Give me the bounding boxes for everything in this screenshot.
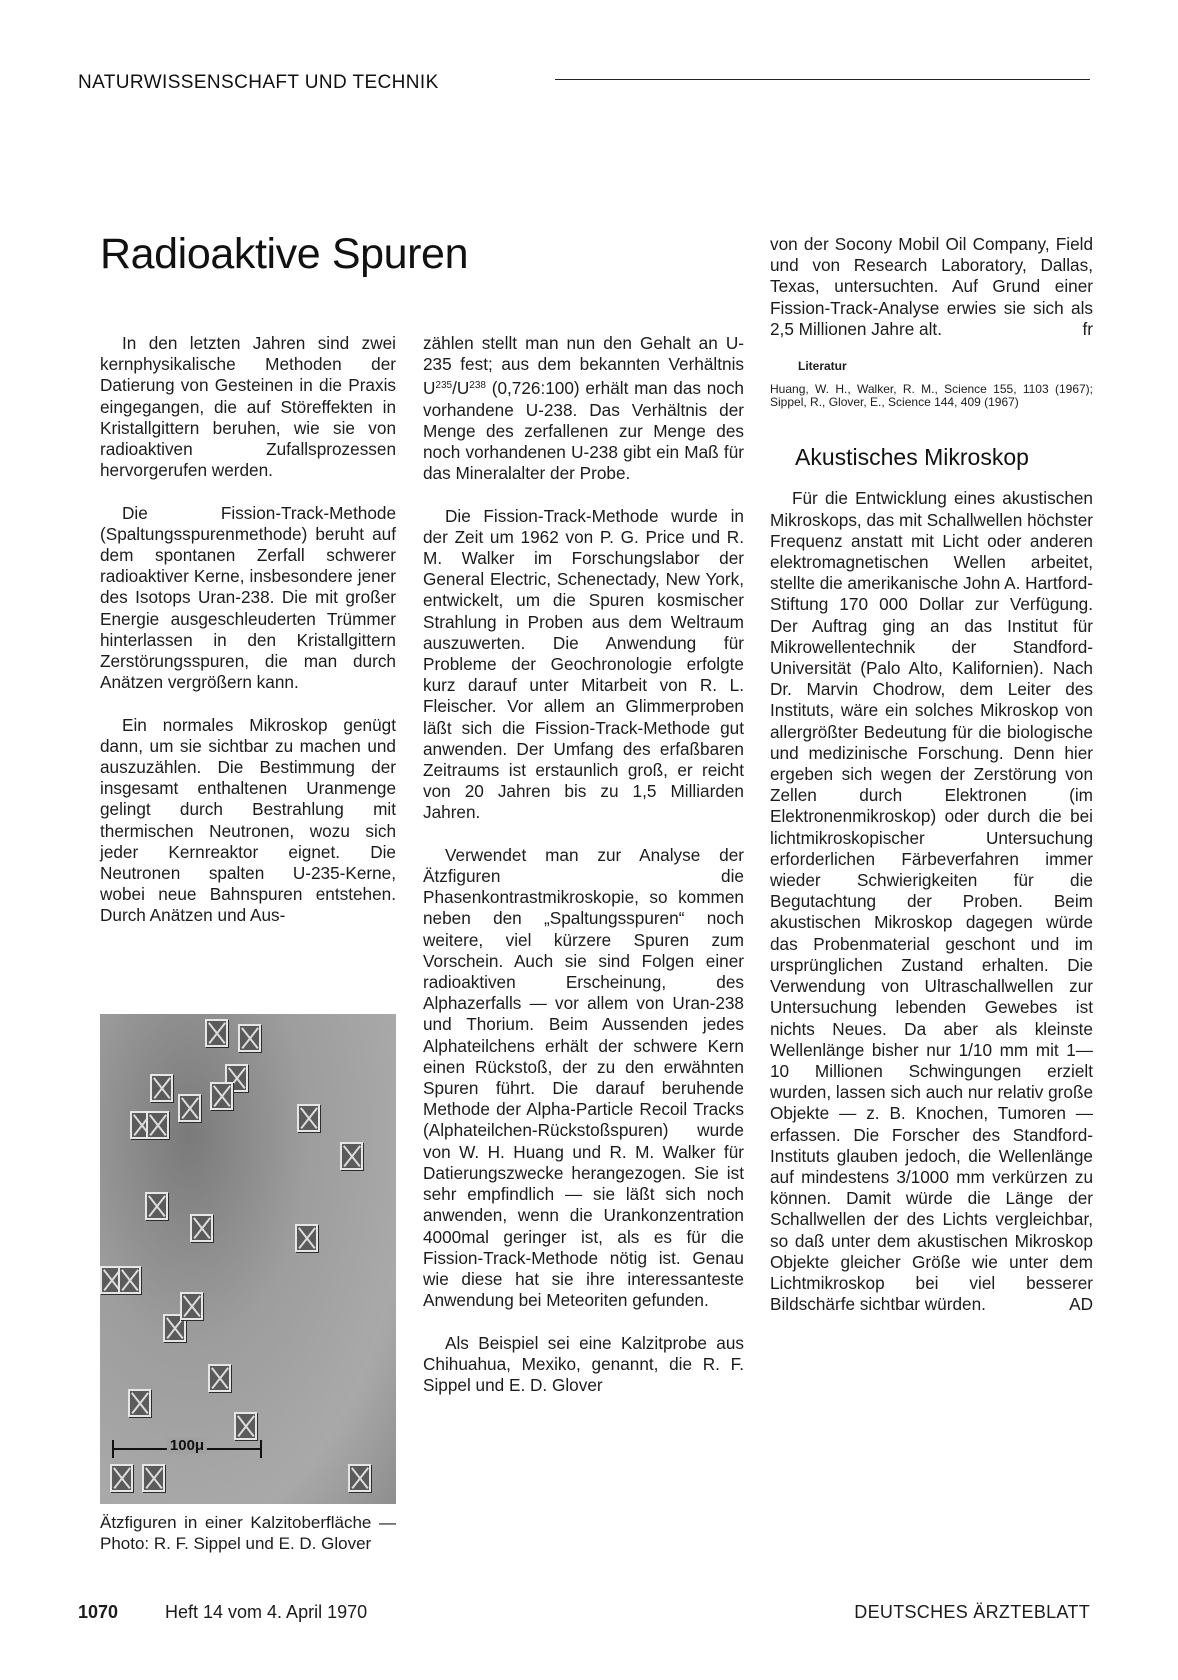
scale-label: 100μ <box>167 1437 207 1454</box>
header-rule <box>555 79 1090 80</box>
literature-heading: Literatur <box>798 359 847 374</box>
crystal-mark <box>150 1074 173 1102</box>
scale-tick-left <box>112 1440 114 1458</box>
crystal-mark <box>295 1224 318 1252</box>
paragraph <box>770 234 1093 340</box>
text-run: (0,726:100) erhält man das noch vorhandene U-238. Das Verhältnis der Menge des zerfallenen zur Menge des noch vorhandenen U-238 gibt ein Maß für das Mineralalter der Probe. <box>423 378 744 484</box>
column-1 <box>100 333 396 927</box>
paragraph: Die Fission-Track-Methode (Spaltungsspurenmethode) beruht auf dem spontanen Zerfall schwerer radioaktiver Kerne, insbesondere jener des Isotops Uran-238. Die mit großer Energie ausgeschleuderten Trümmer hinterlassen in den Kristallgittern Zerstörungsspuren, die man durch Anätzen vergrößern kann. <box>100 502 396 693</box>
text-run: Für die Entwicklung eines akustischen Mikroskops, das mit Schallwellen höchster Frequenz anstatt mit Licht oder anderen elektromagnetischen Wellen arbeitet, stellte die amerikanische John A. Hartford-Stiftung 170 000 Dollar zur Verfügung. Der Auftrag ging an das Institut für Mikrowellentechnik der Standford-Universität (Palo Alto, Kalifornien). Nach Dr. Marvin Chodrow, dem Leiter des Instituts, wäre ein solches Mikroskop von allergrößter Bedeutung für die biologische und medizinische Forschung. Denn hier ergeben sich wegen der Zerstörung von Zellen durch Elektronen (im Elektronenmikroskop) oder durch die bei lichtmikroskopischer Untersuchung erforderlichen Färbeverfahren immer wieder Schwierigkeiten für die Begutachtung der Proben. Beim akustischen Mikroskop dagegen würde das Probenmaterial geschont und im ursprünglichen Zustand erhalten. Die Verwendung von Ultraschallwellen zur Untersuchung lebenden Gewebes ist nichts Neues. Da aber als kleinste Wellenlänge bisher nur 1/10 mm mit 1—10 Millionen Schwingungen erzielt wurden, lassen sich auch nur relativ große Objekte — z. B. Knochen, Tumoren — erfassen. Die Forscher des Standford-Instituts glauben jedoch, die Wellenlänge auf mindestens 3/1000 mm verkürzen zu können. Damit würde die Länge der Schallwellen der des Lichts vergleichbar, so daß unter dem akustischen Mikroskop Objekte gleicher Größe wie unter dem Lichtmikroskop bei viel besserer Bildschärfe sichtbar würden. <box>770 488 1093 1315</box>
crystal-mark <box>348 1464 371 1492</box>
crystal-mark <box>340 1142 363 1170</box>
paragraph <box>770 488 1093 1315</box>
paragraph: Als Beispiel sei eine Kalzitprobe aus Chihuahua, Mexiko, genannt, die R. F. Sippel und E. D. Glover <box>423 1332 744 1395</box>
paragraph: Ein normales Mikroskop genügt dann, um sie sichtbar zu machen und auszuzählen. Die Bestimmung der insgesamt enthaltenen Uranmenge gelingt durch Bestrahlung mit thermischen Neutronen, wozu sich jeder Kernreaktor eignet. Die Neutronen spalten U-235-Kerne, wobei neue Bahnspuren entstehen. Durch Anätzen und Aus- <box>100 714 396 926</box>
crystal-mark <box>178 1094 201 1122</box>
photo-etch-figures <box>100 1014 396 1504</box>
crystal-mark <box>110 1464 133 1492</box>
crystal-mark <box>205 1019 228 1047</box>
literature-text: Huang, W. H., Walker, R. M., Science 155, 1103 (1967); Sippel, R., Glover, E., Science 144, 409 (1967) <box>770 382 1093 410</box>
crystal-mark <box>118 1266 141 1294</box>
crystal-mark <box>146 1111 169 1139</box>
paragraph: Verwendet man zur Analyse der Ätzfiguren die Phasenkontrastmikroskopie, so kommen neben den „Spaltungsspuren“ noch weitere, viel kürzere Spuren zum Vorschein. Auch sie sind Folgen einer radioaktiven Erscheinung, des Alphazerfalls — vor allem von Uran-238 und Thorium. Beim Aussenden jedes Alphateilchens erhält der schwere Kern einen Rückstoß, der zu den erwähnten Spuren führt. Die darauf beruhende Methode der Alpha-Particle Recoil Tracks (Alphateilchen-Rückstoßspuren) wurde von W. H. Huang und R. M. Walker für Datierungszwecke herangezogen. Sie ist sehr empfindlich — sie läßt sich noch anwenden, wenn die Urankonzentration 4000mal geringer ist, als es für die Fission-Track-Methode nötig ist. Genau wie diese hat sie ihre interessanteste Anwendung bei Meteoriten gefunden. <box>423 844 744 1311</box>
crystal-mark <box>190 1214 213 1242</box>
crystal-mark <box>145 1192 168 1220</box>
author-sign: fr <box>1082 318 1093 339</box>
crystal-mark <box>180 1292 203 1320</box>
crystal-mark <box>210 1082 233 1110</box>
text-run: von der Socony Mobil Oil Company, Field und von Research Laboratory, Dallas, Texas, untersuchten. Auf Grund einer Fission-Track-Analyse erwies sie sich als 2,5 Millionen Jahre alt. <box>770 234 1093 339</box>
crystal-mark <box>208 1364 231 1392</box>
paragraph: Die Fission-Track-Methode wurde in der Zeit um 1962 von P. G. Price und R. M. Walker im Forschungslabor der General Electric, Schenectady, New York, entwickelt, um die Spuren kosmischer Strahlung in Proben aus dem Weltraum auszuwerten. Die Anwendung für Probleme der Geochronologie erfolgte kurz darauf unter Mitarbeit von R. L. Fleischer. Vor allem an Glimmerproben läßt sich die Fission-Track-Methode gut anwenden. Der Umfang des erfaßbaren Zeitraums ist erstaunlich groß, er reicht von 20 Jahren bis zu 1,5 Milliarden Jahren. <box>423 505 744 823</box>
section-header: NATURWISSENSCHAFT UND TECHNIK <box>78 72 439 93</box>
journal-name: DEUTSCHES ÄRZTEBLATT <box>854 1602 1090 1622</box>
author-sign: AD <box>1069 1294 1093 1315</box>
text-run: zählen stellt man nun den Gehalt an U-235 fest; aus dem bekannten Verhältnis U <box>423 333 744 399</box>
issue-info: Heft 14 vom 4. April 1970 <box>165 1602 368 1622</box>
paragraph <box>423 333 744 484</box>
crystal-mark <box>238 1024 261 1052</box>
crystal-mark <box>128 1389 151 1417</box>
text-run: /U <box>452 378 470 399</box>
paragraph: In den letzten Jahren sind zwei kernphysikalische Methoden der Datierung von Gesteinen in die Praxis eingegangen, die auf Störeffekten in Kristallgittern beruhen, wie sie von radioaktiven Zufallsprozessen hervorgerufen werden. <box>100 333 396 481</box>
superscript: 235 <box>435 380 453 392</box>
column-2 <box>423 333 744 1396</box>
column-3 <box>770 234 1093 1315</box>
crystal-mark <box>297 1104 320 1132</box>
page-number: 1070 <box>78 1602 119 1622</box>
crystal-mark <box>142 1464 165 1492</box>
scale-tick-right <box>260 1440 262 1458</box>
article2-title: Akustisches Mikroskop <box>795 444 1029 471</box>
superscript: 238 <box>469 380 486 392</box>
figure-caption: Ätzfiguren in einer Kalzitoberfläche — Photo: R. F. Sippel und E. D. Glover <box>100 1513 396 1554</box>
article-title: Radioaktive Spuren <box>100 230 469 278</box>
crystal-mark <box>234 1412 257 1440</box>
scale-bar <box>112 1438 262 1460</box>
